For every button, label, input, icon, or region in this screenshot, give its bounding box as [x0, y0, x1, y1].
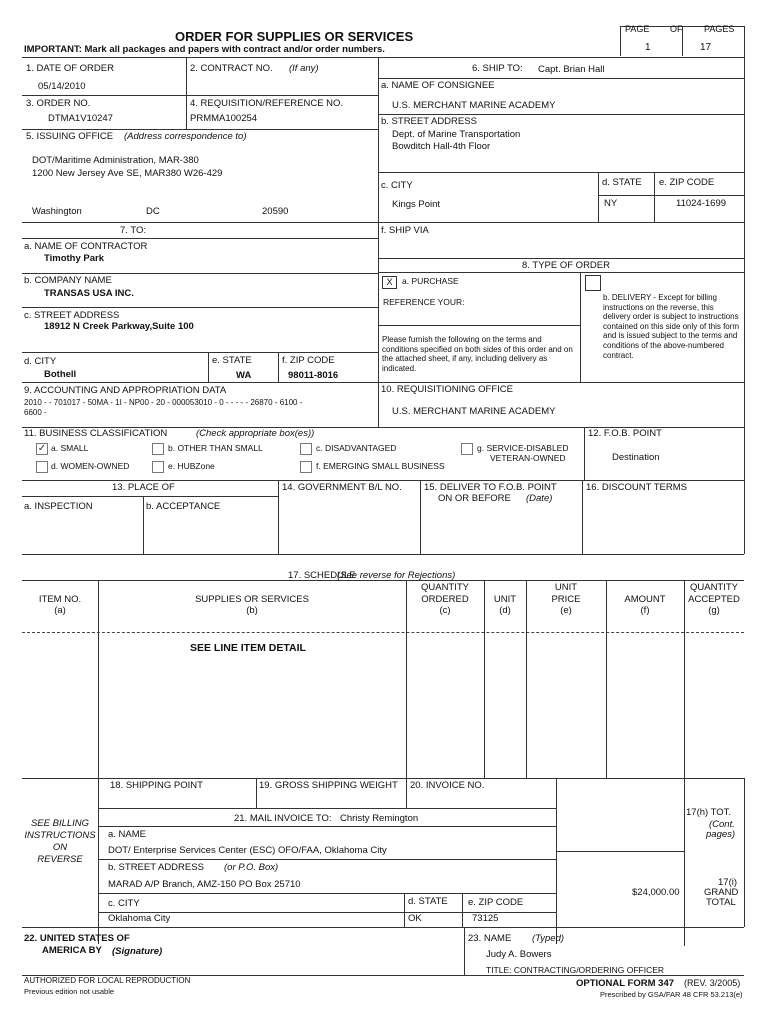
rule: [744, 427, 745, 480]
billing-note-4: REVERSE: [37, 854, 83, 865]
contractor-street-label: c. STREET ADDRESS: [24, 310, 120, 321]
rule: [378, 172, 744, 173]
fob-point-label: 12. F.O.B. POINT: [588, 428, 662, 439]
qty-accepted-header2: ACCEPTED: [688, 594, 740, 605]
rule: [98, 778, 99, 944]
rule: [22, 778, 744, 779]
typed-name-label: 23. NAME: [468, 933, 512, 944]
billing-street[interactable]: MARAD A/P Branch, AMZ-150 PO Box 25710: [108, 879, 301, 890]
rule: [208, 352, 209, 382]
qty-ordered-header2: ORDERED: [421, 594, 469, 605]
ship-street-line1[interactable]: Dept. of Marine Transportation: [392, 129, 521, 140]
consignee-name[interactable]: U.S. MERCHANT MARINE ACADEMY: [392, 100, 556, 111]
other-than-small-label: b. OTHER THAN SMALL: [168, 443, 263, 453]
mail-invoice-to[interactable]: Christy Remington: [340, 813, 419, 824]
qty-accepted-sub: (g): [708, 605, 720, 616]
rule: [584, 427, 585, 480]
rule: [143, 496, 144, 554]
unit-header: UNIT: [493, 594, 517, 605]
place-of-label: 13. PLACE OF: [112, 482, 175, 493]
prescribed-by: Prescribed by GSA/FAR 48 CFR 53.213(e): [600, 990, 743, 999]
schedule-label: 17. SCHEDULE: [288, 570, 356, 581]
rule: [278, 352, 279, 382]
billing-city[interactable]: Oklahoma City: [108, 913, 171, 924]
billing-street-note: (or P.O. Box): [224, 862, 279, 873]
billing-name-label: a. NAME: [108, 829, 147, 840]
rule: [378, 258, 744, 259]
rule: [378, 57, 379, 427]
item-no-header: ITEM NO.: [38, 594, 82, 605]
requisitioning-office-label: 10. REQUISITIONING OFFICE: [381, 384, 513, 395]
contract-no-label: 2. CONTRACT NO.: [190, 63, 273, 74]
rule: [378, 382, 744, 383]
rule: [406, 778, 407, 808]
fob-point[interactable]: Destination: [612, 452, 660, 463]
qty-ordered-sub: (c): [439, 605, 451, 616]
rule: [582, 480, 583, 554]
issuing-office-state[interactable]: DC: [146, 206, 160, 217]
service-disabled-label: g. SERVICE-DISABLED: [477, 443, 569, 453]
grand-total-label-1: 17(i): [718, 877, 738, 888]
issuing-office-label: 5. ISSUING OFFICE: [26, 131, 114, 142]
purchase-label: a. PURCHASE: [402, 276, 459, 286]
rule: [22, 496, 278, 497]
grand-total-label-3: TOTAL: [706, 897, 736, 908]
purchase-checkbox[interactable]: X: [382, 276, 397, 289]
form-revision: (REV. 3/2005): [684, 978, 741, 988]
ship-state[interactable]: NY: [604, 198, 618, 209]
contractor-city-label: d. CITY: [24, 356, 57, 367]
billing-state[interactable]: OK: [408, 913, 422, 924]
company-name[interactable]: TRANSAS USA INC.: [44, 288, 134, 299]
rule: [98, 859, 556, 860]
business-classification-label: 11. BUSINESS CLASSIFICATION: [24, 428, 168, 439]
purchase-terms-text: Please furnish the following on the terms and conditions specified on both sides of this order and on the attached sheet, if any, including delivery as indicated.: [382, 335, 573, 373]
contractor-city[interactable]: Bothell: [44, 369, 77, 380]
rule: [22, 273, 378, 274]
accounting-label: 9. ACCOUNTING AND APPROPRIATION DATA: [24, 385, 227, 396]
consignee-label: a. NAME OF CONSIGNEE: [381, 80, 495, 91]
hubzone-label: e. HUBZone: [168, 461, 215, 471]
accounting-line2[interactable]: 6600 -: [24, 408, 47, 417]
contractor-name-label: a. NAME OF CONTRACTOR: [24, 241, 148, 252]
mail-invoice-label: 21. MAIL INVOICE TO:: [234, 813, 332, 824]
rule: [684, 580, 685, 946]
pages-label: PAGES: [704, 24, 735, 34]
invoice-no-label: 20. INVOICE NO.: [410, 780, 485, 791]
accounting-line1[interactable]: 2010 - - 701017 - 50MA - 1I - NP00 - 20 - 000053010 - 0 - - - - - 26870 - 6100 -: [24, 398, 303, 407]
rule: [98, 826, 556, 827]
rule: [22, 307, 378, 308]
ship-to-attn[interactable]: Capt. Brian Hall: [538, 64, 605, 75]
rule: [278, 480, 279, 554]
hubzone-checkbox[interactable]: [152, 461, 164, 473]
small-label: a. SMALL: [51, 443, 89, 453]
small-checkbox[interactable]: ✓: [37, 443, 47, 454]
of-label: OF: [670, 24, 683, 34]
unit-price-sub: (e): [560, 605, 572, 616]
billing-note-2: INSTRUCTIONS: [24, 830, 96, 841]
supplies-header: SUPPLIES OR SERVICES: [195, 594, 309, 605]
rule: [580, 272, 581, 382]
type-of-order-label: 8. TYPE OF ORDER: [522, 260, 610, 271]
rule: [22, 238, 378, 239]
requisitioning-office[interactable]: U.S. MERCHANT MARINE ACADEMY: [392, 406, 556, 417]
rule: [654, 172, 655, 222]
line-item-detail: SEE LINE ITEM DETAIL: [190, 642, 306, 654]
rule: [378, 272, 744, 273]
schedule-note: (See reverse for Rejections): [337, 570, 456, 581]
contractor-name[interactable]: Timothy Park: [44, 253, 105, 264]
billing-zip-label: e. ZIP CODE: [468, 897, 524, 908]
other-than-small-checkbox[interactable]: [152, 443, 164, 455]
amount-header: AMOUNT: [624, 594, 666, 605]
emerging-small-business-checkbox[interactable]: [300, 461, 312, 473]
order-no[interactable]: DTMA1V10247: [48, 113, 113, 124]
qty-ordered-header1: QUANTITY: [420, 582, 470, 593]
rule: [404, 893, 405, 927]
ship-street-line2[interactable]: Bowditch Hall-4th Floor: [392, 141, 491, 152]
rule: [598, 172, 599, 222]
rule: [464, 927, 465, 975]
women-owned-checkbox[interactable]: [36, 461, 48, 473]
signature-label-1: 22. UNITED STATES OF: [24, 933, 130, 944]
cont-label-2: pages): [706, 829, 736, 840]
rule: [744, 26, 745, 57]
ship-street-label: b. STREET ADDRESS: [381, 116, 477, 127]
rule: [22, 382, 378, 383]
acceptance-label: b. ACCEPTANCE: [146, 501, 221, 512]
ship-zip[interactable]: 11024-1699: [676, 198, 727, 209]
rule: [378, 78, 744, 79]
signature-note: (Signature): [112, 946, 163, 957]
rule: [22, 554, 744, 555]
requisition-no[interactable]: PRMMA100254: [190, 113, 258, 124]
qty-accepted-header1: QUANTITY: [689, 582, 739, 593]
date-of-order[interactable]: 05/14/2010: [38, 81, 86, 92]
service-disabled-checkbox[interactable]: [461, 443, 473, 455]
ship-zip-label: e. ZIP CODE: [659, 177, 715, 188]
rule: [22, 352, 378, 353]
business-classification-note: (Check appropriate box(es)): [196, 428, 315, 439]
form-number: OPTIONAL FORM 347: [576, 978, 675, 989]
veteran-owned-label: VETERAN-OWNED: [490, 453, 566, 463]
rule: [420, 480, 421, 554]
government-bl-label: 14. GOVERNMENT B/L NO.: [282, 482, 402, 493]
amount-sub: (f): [640, 605, 650, 616]
page-number: 1: [645, 42, 651, 53]
issuing-office-line2[interactable]: 1200 New Jersey Ave SE, MAR380 W26-429: [32, 168, 223, 179]
delivery-checkbox[interactable]: [585, 275, 601, 291]
cont-label-1: (Cont.: [709, 819, 735, 830]
billing-street-label: b. STREET ADDRESS: [108, 862, 204, 873]
rule: [744, 480, 745, 554]
rule: [186, 57, 187, 129]
total-label: 17(h) TOT.: [686, 807, 732, 818]
issuing-office-zip[interactable]: 20590: [262, 206, 289, 217]
item-no-sub: (a): [54, 605, 66, 616]
rule: [256, 778, 257, 808]
rule: [378, 325, 580, 326]
contract-no-note: (If any): [289, 63, 319, 74]
contractor-state-label: e. STATE: [212, 355, 252, 366]
gross-weight-label: 19. GROSS SHIPPING WEIGHT: [259, 780, 398, 791]
typed-name[interactable]: Judy A. Bowers: [486, 949, 552, 960]
billing-note-3: ON: [52, 842, 68, 853]
to-label: 7. TO:: [120, 225, 147, 236]
pages-count: 17: [700, 42, 712, 53]
grand-total-label-2: GRAND: [704, 887, 739, 898]
ship-via-label: f. SHIP VIA: [381, 225, 429, 236]
disadvantaged-label: c. DISADVANTAGED: [316, 443, 397, 453]
rule: [744, 57, 745, 427]
rule: [598, 195, 744, 196]
rule: [22, 480, 744, 481]
contractor-zip-label: f. ZIP CODE: [282, 355, 335, 366]
rule: [22, 632, 744, 633]
issuing-office-line1[interactable]: DOT/Maritime Administration, MAR-380: [32, 155, 199, 166]
order-no-label: 3. ORDER NO.: [26, 98, 91, 109]
rule: [378, 114, 744, 115]
ship-state-label: d. STATE: [602, 177, 642, 188]
contractor-zip[interactable]: 98011-8016: [288, 370, 339, 381]
issuing-office-city[interactable]: Washington: [32, 206, 82, 217]
rule: [744, 778, 745, 927]
rule: [462, 893, 463, 927]
ship-city[interactable]: Kings Point: [392, 199, 441, 210]
rule: [22, 95, 378, 96]
grand-total-amount[interactable]: $24,000.00: [632, 887, 680, 898]
billing-state-label: d. STATE: [408, 896, 448, 907]
billing-city-label: c. CITY: [108, 898, 140, 909]
rule: [22, 222, 378, 223]
rule: [22, 129, 378, 130]
reference-your-label: REFERENCE YOUR:: [383, 297, 465, 307]
date-of-order-label: 1. DATE OF ORDER: [26, 63, 114, 74]
emerging-small-business-label: f. EMERGING SMALL BUSINESS: [316, 461, 445, 471]
rule: [22, 57, 744, 58]
rule: [378, 222, 744, 223]
officer-title: TITLE: CONTRACTING/ORDERING OFFICER: [486, 965, 665, 975]
discount-terms-label: 16. DISCOUNT TERMS: [586, 482, 688, 493]
rule: [98, 808, 556, 809]
deliver-fob-label: 15. DELIVER TO F.O.B. POINT: [424, 482, 557, 493]
issuing-office-note: (Address correspondence to): [124, 131, 247, 142]
billing-note-1: SEE BILLING: [30, 818, 90, 829]
rule: [556, 778, 557, 944]
contractor-state[interactable]: WA: [236, 370, 252, 381]
typed-note: (Typed): [532, 933, 565, 944]
shipping-point-label: 18. SHIPPING POINT: [110, 780, 203, 791]
requisition-label: 4. REQUISITION/REFERENCE NO.: [190, 98, 344, 109]
rule: [556, 851, 684, 852]
billing-zip[interactable]: 73125: [472, 913, 499, 924]
ship-city-label: c. CITY: [381, 180, 413, 191]
inspection-label: a. INSPECTION: [24, 501, 93, 512]
unit-price-header2: PRICE: [551, 594, 581, 605]
contractor-street[interactable]: 18912 N Creek Parkway,Suite 100: [44, 321, 194, 332]
on-or-before-label: ON OR BEFORE: [438, 493, 511, 504]
important-note: IMPORTANT: Mark all packages and papers with contract and/or order numbers.: [24, 44, 385, 55]
page-label: PAGE: [625, 24, 650, 34]
supplies-sub: (b): [246, 605, 258, 616]
form-title: ORDER FOR SUPPLIES OR SERVICES: [175, 29, 414, 44]
rule: [620, 26, 621, 56]
unit-price-header1: UNIT: [554, 582, 578, 593]
signature-label-2: AMERICA BY: [42, 945, 102, 956]
previous-edition-note: Previous edition not usable: [24, 987, 115, 996]
authorized-reproduction: AUTHORIZED FOR LOCAL REPRODUCTION: [24, 976, 191, 985]
date-note: (Date): [526, 493, 553, 504]
ship-to-label: 6. SHIP TO:: [472, 63, 523, 74]
rule: [98, 893, 556, 894]
delivery-terms-text: b. DELIVERY - Except for billing instructions on the reverse, this delivery order is subject to instructions contained on this side only of this form and is issued subject to the terms and conditions of the above-numbered contract.: [603, 293, 740, 360]
rule: [22, 927, 744, 928]
billing-name[interactable]: DOT/ Enterprise Services Center (ESC) OFO/FAA, Oklahoma City: [108, 845, 387, 856]
women-owned-label: d. WOMEN-OWNED: [51, 461, 130, 471]
company-name-label: b. COMPANY NAME: [24, 275, 112, 286]
unit-sub: (d): [499, 605, 511, 616]
disadvantaged-checkbox[interactable]: [300, 443, 312, 455]
